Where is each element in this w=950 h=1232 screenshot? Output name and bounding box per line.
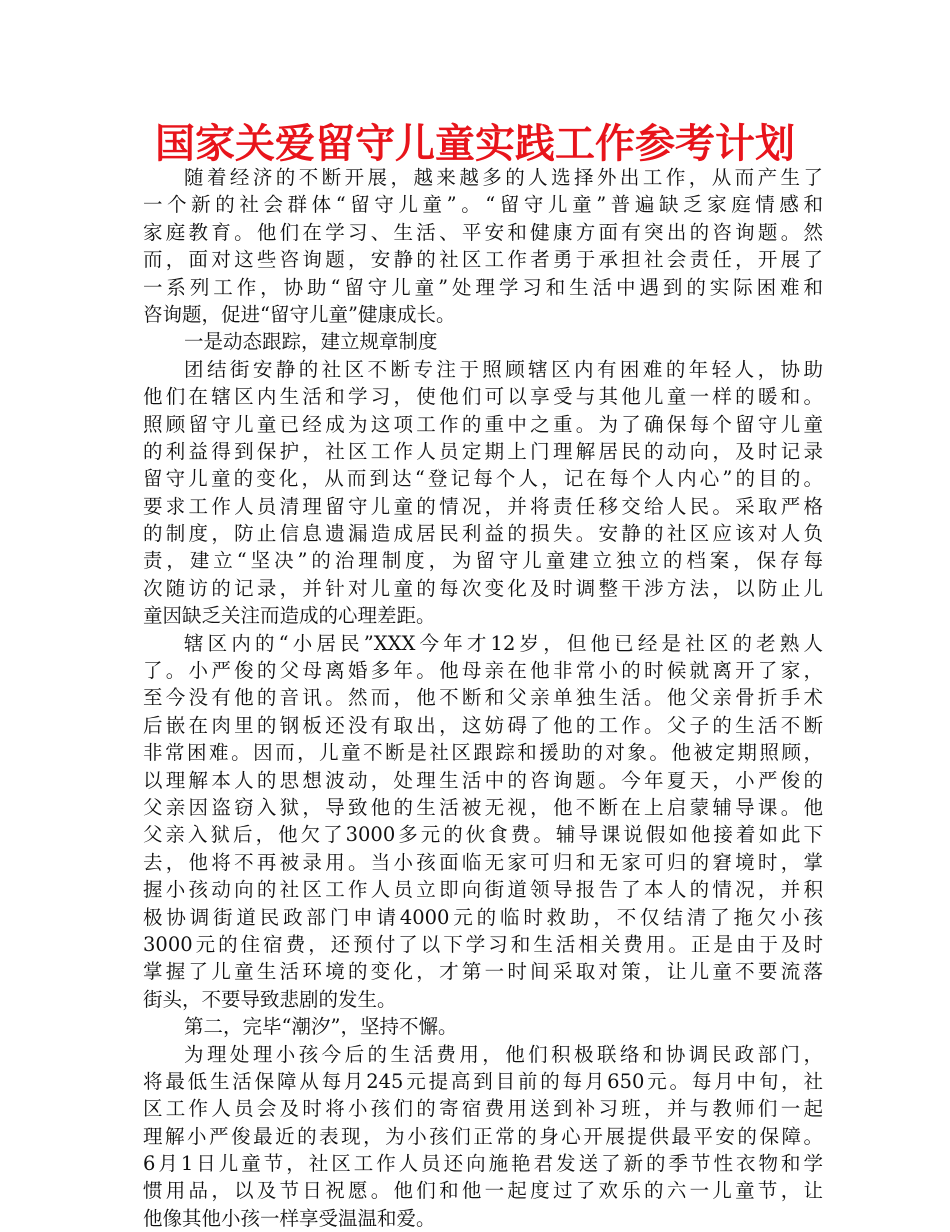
- paragraph-line: 咨询题，促进“留守儿童”健康成长。: [143, 302, 456, 326]
- paragraph-line: 父亲因盗窃入狱，导致他的生活被无视，他不断在上启蒙辅导课。他: [143, 795, 823, 819]
- paragraph-line: 掌握了儿童生活环境的变化，才第一时间采取对策，让儿童不要流落: [143, 960, 823, 984]
- paragraph-line: 一系列工作，协助“留守儿童”处理学习和生活中遇到的实际困难和: [143, 275, 823, 299]
- paragraph-line: 后嵌在肉里的钢板还没有取出，这妨碍了他的工作。父子的生活不断: [143, 713, 823, 737]
- document-title: 国家关爱留守儿童实践工作参考计划: [155, 121, 795, 167]
- paragraph-line: 握小孩动向的社区工作人员立即向街道领导报告了本人的情况，并积: [143, 878, 823, 902]
- paragraph-line: 为理处理小孩今后的生活费用，他们积极联络和协调民政部门，: [184, 1042, 823, 1066]
- paragraph-line: 家庭教育。他们在学习、生活、平安和健康方面有突出的咨询题。然: [143, 220, 823, 244]
- paragraph-line: 随着经济的不断开展，越来越多的人选择外出工作，从而产生了: [184, 166, 823, 189]
- paragraph-line: 的制度，防止信息遗漏造成居民利益的损失。安静的社区应该对人负: [143, 522, 823, 546]
- paragraph-line: 辖区内的“小居民”XXX今年才12岁，但他已经是社区的老熟人: [184, 631, 823, 655]
- paragraph-line: 将最低生活保障从每月245元提高到目前的每月650元。每月中旬，社: [143, 1069, 823, 1093]
- paragraph-line: 他像其他小孩一样享受温温和爱。: [143, 1206, 436, 1230]
- paragraph-line: 3000元的住宿费，还预付了以下学习和生活相关费用。正是由于及时: [143, 932, 823, 956]
- paragraph-line: 去，他将不再被录用。当小孩面临无家可归和无家可归的窘境时，掌: [143, 850, 823, 874]
- paragraph-line: 父亲入狱后，他欠了3000多元的伙食费。辅导课说假如他接着如此下: [143, 823, 823, 847]
- paragraph-line: 团结街安静的社区不断专注于照顾辖区内有困难的年轻人，协助: [184, 357, 823, 381]
- paragraph-line: 责，建立“坚决”的治理制度，为留守儿童建立独立的档案，保存每: [143, 549, 823, 573]
- paragraph-line: 他们在辖区内生活和学习，使他们可以享受与其他儿童一样的暖和。: [143, 385, 823, 409]
- paragraph-line: 一是动态跟踪，建立规章制度: [184, 330, 438, 354]
- paragraph-line: 区工作人员会及时将小孩们的寄宿费用送到补习班，并与教师们一起: [143, 1097, 823, 1121]
- paragraph-line: 至今没有他的音讯。然而，他不断和父亲单独生活。他父亲骨折手术: [143, 686, 823, 710]
- paragraph-line: 了。小严俊的父母离婚多年。他母亲在他非常小的时候就离开了家，: [143, 659, 823, 683]
- paragraph-line: 街头，不要导致悲剧的发生。: [143, 987, 397, 1011]
- paragraph-line: 惯用品，以及节日祝愿。他们和他一起度过了欢乐的六一儿童节，让: [143, 1179, 823, 1203]
- paragraph-line: 的利益得到保护，社区工作人员定期上门理解居民的动向，及时记录: [143, 439, 823, 463]
- paragraph-line: 理解小严俊最近的表现，为小孩们正常的身心开展提供最平安的保障。: [143, 1124, 823, 1148]
- paragraph-line: 6月1日儿童节，社区工作人员还向施艳君发送了新的季节性衣物和学: [143, 1152, 823, 1176]
- paragraph-line: 留守儿童的变化，从而到达“登记每个人，记在每个人内心”的目的。: [143, 467, 823, 491]
- paragraph-line: 极协调街道民政部门申请4000元的临时救助，不仅结清了拖欠小孩: [143, 905, 823, 929]
- paragraph-line: 而，面对这些咨询题，安静的社区工作者勇于承担社会责任，开展了: [143, 248, 823, 272]
- document-body: [143, 164, 823, 1232]
- paragraph-line: 非常困难。因而，儿童不断是社区跟踪和援助的对象。他被定期照顾，: [143, 741, 823, 765]
- paragraph-line: 要求工作人员清理留守儿童的情况，并将责任移交给人民。采取严格: [143, 494, 823, 518]
- paragraph-line: 一个新的社会群体“留守儿童”。“留守儿童”普遍缺乏家庭情感和: [143, 193, 823, 217]
- paragraph-line: 照顾留守儿童已经成为这项工作的重中之重。为了确保每个留守儿童: [143, 412, 823, 436]
- paragraph-line: 第二，完毕“潮汐”，坚持不懈。: [184, 1015, 458, 1039]
- paragraph-line: 童因缺乏关注而造成的心理差距。: [143, 604, 436, 628]
- paragraph-line: 以理解本人的思想波动，处理生活中的咨询题。今年夏天，小严俊的: [143, 768, 823, 792]
- paragraph-line: 次随访的记录，并针对儿童的每次变化及时调整干涉方法，以防止儿: [143, 576, 823, 600]
